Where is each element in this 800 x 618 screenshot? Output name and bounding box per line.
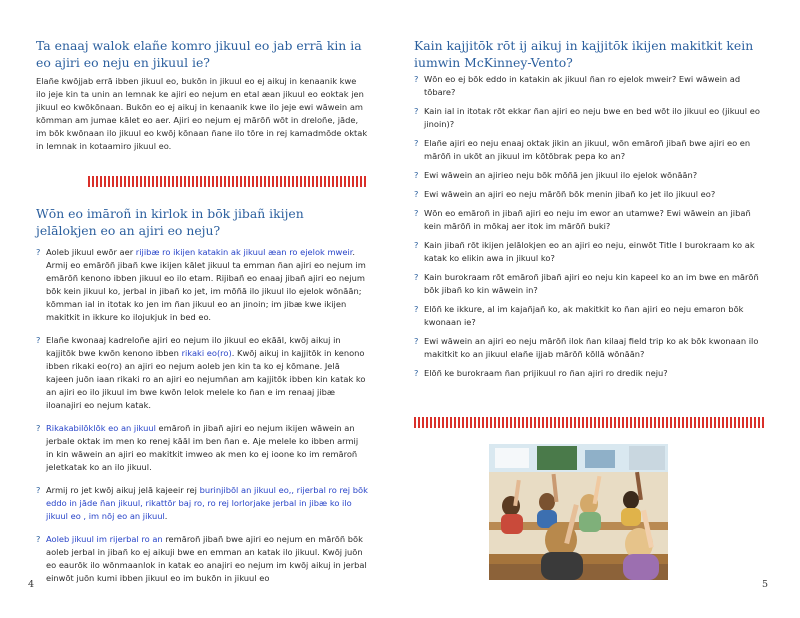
page-number-right: 5 xyxy=(762,579,769,590)
list-item: ? Armij ro jet kwōj aikuj jelā kajeeir rej burinjibōl an jikuul eo,, rijerbal ro rej bōk eddo in jāde ñan jikuul, rikattōr baj ro, ro rej lorlorjake jerbal in jibæ ko ilo jikuul eo , im nōj eo an jikuul. xyxy=(36,485,368,521)
question-mark-icon: ? xyxy=(36,335,41,345)
question-mark-icon: ? xyxy=(36,423,41,433)
list-item: ? Aoleb jikuul im rijerbal ro an remāroñ jibañ bwe ajiri eo nejum en mārōñ bōk aoleb jerbal in jibañ ko ej aikuji bwe en emman an katak ilo jikuul. Kwōj juōn eo eaurōk ilo wōnmaanlok in katak eo anajiri eo nejum im kwōj aikuj in jerbal einwōt juōn kumi ibben jikuul eo im bukōn in jikuul eo xyxy=(36,534,367,583)
question-item: ? Ewi wāwein an ajiri eo neju mārōñ ilok ñan kilaaj field trip ko ak bōk kwonaan ilo makitkit ko an jikuul elañe ijjab mārōñ kōllā wōnāān? xyxy=(414,336,759,359)
link-text[interactable]: rijibæ ro ikijen katakin ak jikuul æan ro ejelok mweir xyxy=(135,247,353,257)
question-item: ? Kain ial in itotak rōt ekkar ñan ajiri eo neju bwe en bed wōt ilo jikuul eo (jikuul eo jinoin)? xyxy=(414,106,760,129)
heading-questions: Kain kajjitōk rōt ij aikuj in kajjitōk ikijen makitkit kein iumwin McKinney-Vento? xyxy=(414,38,754,70)
question-mark-icon: ? xyxy=(36,534,41,544)
question-mark-icon: ? xyxy=(414,106,419,116)
question-mark-icon: ? xyxy=(36,485,41,495)
link-text[interactable]: burinjibōl an jikuul eo,, rijerbal ro rej bōk eddo in jāde ñan jikuul, rikattōr baj ro, ro rej lorlorjake jerbal in jibæ ko ilo jikuul eo , im nōj eo an jikuul xyxy=(46,485,368,521)
question-mark-icon: ? xyxy=(414,189,419,199)
question-item: ? Elōñ ke burokraam ñan prijikuul ro ñan ajiri ro dredik neju? xyxy=(414,368,668,378)
link-text[interactable]: Rikakabilōklōk eo an jikuul xyxy=(46,423,156,433)
intro-paragraph: Elañe kwōjjab errā ibben jikuul eo, bukōn in jikuul eo ej aikuj in kenaanik kwe ilo jeje kin ta unin an lemnak ke ajiri eo nejum en etal æan jikuul eo eoktak jen jikuul eo kwōkōnaan. Bukōn eo ej aikuj in kenaanik kwe ilo jeje ewi wāwein am kōmman am jumae kālet eo aer. Ajiri eo nejum ej mārōñ wōt in dreloñe, jāde, im bōk kwōnaan ilo jikuul eo kwōj kōnaan ñane ilo tōre in rej kamadmōde oktak in lemnak in kotaamiro jikuul eo. xyxy=(36,76,368,151)
list-item: ? Elañe kwonaaj kadreloñe ajiri eo nejum ilo jikuul eo ekāāl, kwōj aikuj in kajjitōk bwe kwōn kenono ibben rikaki eo(ro). Kwōj aikuj in kajjitōk in kenono ibben rikaki eo(ro) an ajiri eo nejum aoleb jen kin ta ko ej kōmane. Jelā kajeen juōn iaan rikaki ro an ajiri eo nejumñan am kajjitōk ibben kin katak ko an ajiri eo ilo jikuul im bwe kwōn lelok melele ko ñan e im renaaj jibæ iloanajiri eo nejum katak. xyxy=(36,335,366,410)
question-mark-icon: ? xyxy=(414,138,419,148)
question-item: ? Elañe ajiri eo neju enaaj oktak jikin an jikuul, wōn emāroñ jibañ bwe ajiri eo en mārōñ in ukōt an jikuul im kōtōbrak pepa ko an? xyxy=(414,138,751,161)
question-mark-icon: ? xyxy=(414,368,419,378)
question-mark-icon: ? xyxy=(414,208,419,218)
question-item: ? Ewi wāwein an ajirieo neju bōk mōñā jen jikuul ilo ejelok wōnāān? xyxy=(414,170,698,180)
question-mark-icon: ? xyxy=(414,74,419,84)
question-mark-icon: ? xyxy=(414,304,419,314)
question-mark-icon: ? xyxy=(414,272,419,282)
questions-list xyxy=(414,73,764,380)
question-mark-icon: ? xyxy=(414,170,419,180)
question-mark-icon: ? xyxy=(414,240,419,250)
help-list xyxy=(36,246,368,585)
right-page xyxy=(400,0,800,618)
question-item: ? Kain burokraam rōt emāroñ jibañ ajiri eo neju kin kapeel ko an im bwe en mārōñ bōk jibañ ko kin wāwein in? xyxy=(414,272,759,295)
question-item: ? Kain jibañ rōt ikijen jelālokjen eo an ajiri eo neju, einwōt Title I burokraam ko ak katak ko elikin awa in jikuul ko? xyxy=(414,240,755,263)
heading-who-can-help: Wōn eo imāroñ in kirlok in bōk jibañ ikijen jelālokjen eo an ajiri eo neju? xyxy=(36,206,304,238)
question-mark-icon: ? xyxy=(36,247,41,257)
question-mark-icon: ? xyxy=(414,336,419,346)
link-text[interactable]: rikaki eo(ro) xyxy=(181,348,232,358)
list-item: ? Rikakabilōklōk eo an jikuul emāroñ in jibañ ajiri eo nejum ikijen wāwein an jerbale oktak im men ko renej kāāl im ben ñan e. Aje melele ko ibben armij in kin wāwein an ajiri eo makitkit imweo ak men ko ej ioone ko im remāroñ jeletkatak ko an ilo jikuul. xyxy=(36,423,359,472)
question-item: ? Elōñ ke ikkure, al im kajañjañ ko, ak makitkit ko ñan ajiri eo neju emaron bōk kwonaan ie? xyxy=(414,304,744,327)
heading-school-choice-disagree: Ta enaaj walok elañe komro jikuul eo jab errā kin ia eo ajiri eo neju en jikuul ie? xyxy=(36,38,362,70)
question-item: ? Ewi wāwein an ajiri eo neju mārōñ bōk menin jibañ ko jet ilo jikuul eo? xyxy=(414,189,716,199)
question-item: ? Wōn eo emāroñ in jibañ ajiri eo neju im ewor an utamwe? Ewi wāwein an jibañ kein mārōñ in mōkaj aer itok im mārōñ buki? xyxy=(414,208,751,231)
section-divider xyxy=(414,417,766,428)
question-item: ? Wōn eo ej bōk eddo in katakin ak jikuul ñan ro ejelok mweir? Ewi wāwein ad tōbare? xyxy=(414,74,741,97)
page-number-left: 4 xyxy=(28,579,35,590)
list-item: ? Aoleb jikuul ewōr aer rijibæ ro ikijen katakin ak jikuul æan ro ejelok mweir. Armij eo emārōñ jibañ kwe ikijen kālet jikuul ta emman ñan ajiri eo nejum im emārōñ kenono ibben jikuul eo ilo etam. Rijibañ eo enaaj jibañ ajiri eo nejum bōk kein jikuul ko, jerbal in jibañ ko jet, im mōñā ilo jikuul ilo ejelok wōnāān; kōmman ial in itotak ko jen im ñan jikuul eo an jinoin; im jibæ kwe ikijen makitkit in ikkure ko ilojukjuk in bed eo. xyxy=(36,247,366,322)
link-text[interactable]: Aoleb jikuul im rijerbal ro an xyxy=(46,534,163,544)
section-divider xyxy=(88,176,368,187)
classroom-photo xyxy=(489,444,668,580)
